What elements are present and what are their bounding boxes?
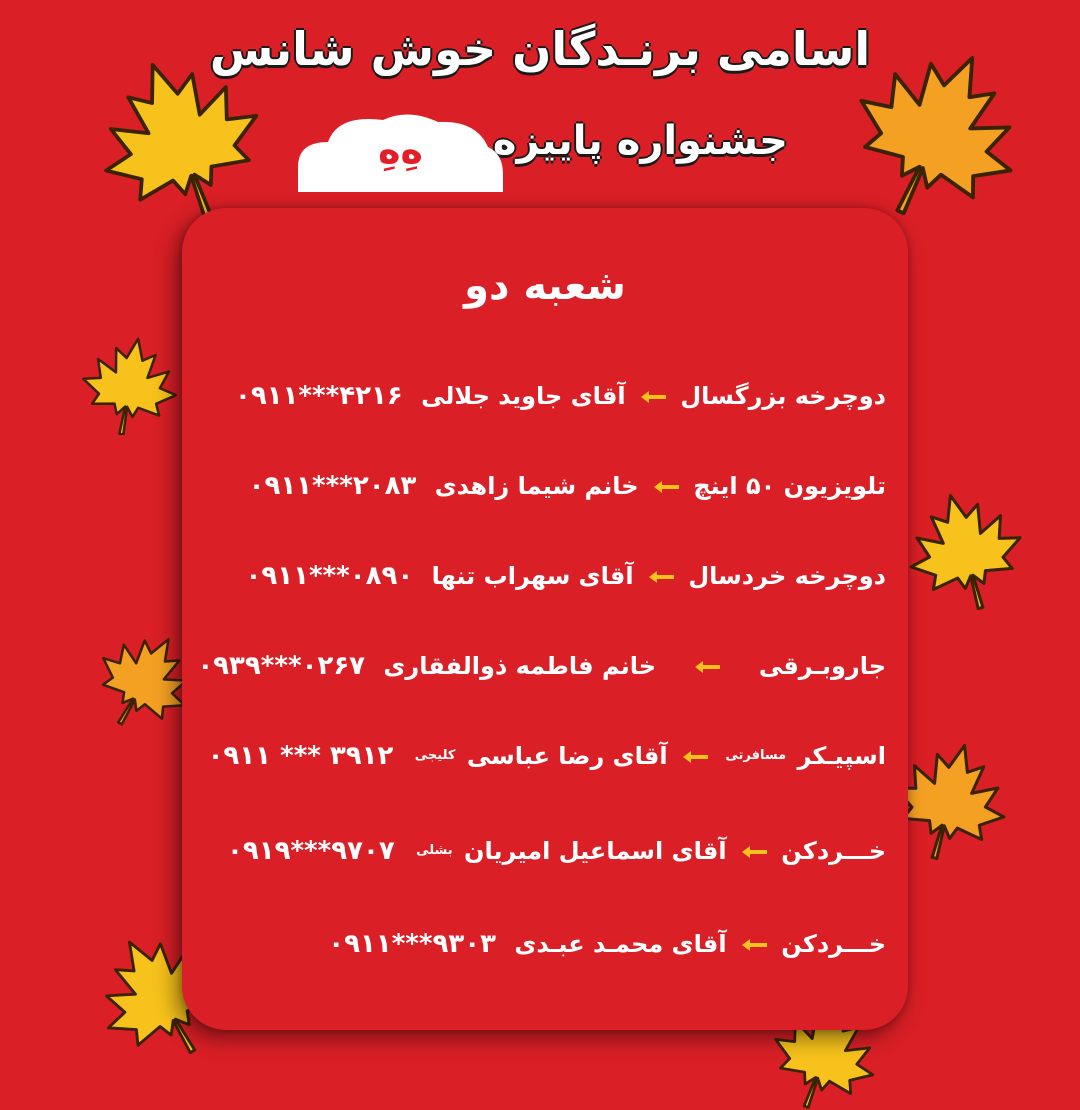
winner-phone: ۰۹۱۱ *** ۳۹۱۲ <box>207 741 394 771</box>
winner-name: آقای محمـد عبـدی <box>514 930 727 958</box>
prize-label: جاروبـرقی <box>758 652 886 680</box>
prize-note: مسافرتی <box>725 748 787 763</box>
winner-row <box>196 918 886 968</box>
winner-name: آقای رضا عباسی <box>466 742 668 770</box>
winner-row <box>196 550 886 600</box>
subtitle-row <box>290 112 810 192</box>
maple-leaf-icon <box>80 335 180 435</box>
arrow-left-icon <box>694 641 720 691</box>
arrow-left-icon <box>648 551 674 601</box>
winner-row <box>196 825 886 875</box>
festival-subtitle: جشنواره پاییزه <box>492 118 788 164</box>
arrow-left-icon <box>640 371 666 421</box>
arrow-left-icon <box>682 731 708 781</box>
arrow-left-icon <box>741 919 767 969</box>
winner-phone: ۰۹۳۹***۰۲۶۷ <box>197 651 366 681</box>
winner-note: بشلی <box>416 843 453 858</box>
winner-row <box>196 460 886 510</box>
prize-label: اسپیـکر <box>797 742 886 770</box>
page-title: اسامی برنـدگان خوش شانس <box>209 22 871 76</box>
winner-row <box>196 640 886 690</box>
arrow-left-icon <box>741 826 767 876</box>
prize-label: تلویزیون ۵۰ اینچ <box>693 472 886 500</box>
brand-logo: هِ‌هِ <box>378 128 423 172</box>
branch-title: شعبه دو <box>464 263 626 309</box>
winner-name: آقای اسماعیل امیریان <box>464 837 727 865</box>
winner-note: کلیجی <box>414 748 456 763</box>
winner-name: خانم شیما زاهدی <box>434 472 639 500</box>
winner-phone: ۰۹۱۱***۲۰۸۳ <box>248 471 417 501</box>
arrow-left-icon <box>653 461 679 511</box>
winner-name: آقای جاوید جلالی <box>421 382 626 410</box>
winners-panel <box>182 208 908 1030</box>
prize-label: خـــردکن <box>781 837 886 865</box>
maple-leaf-icon <box>95 55 265 225</box>
winner-phone: ۰۹۱۹***۹۷۰۷ <box>226 836 395 866</box>
winner-phone: ۰۹۱۱***۹۳۰۳ <box>328 929 496 959</box>
winner-name: خانم فاطمه ذوالفقاری <box>383 652 657 680</box>
winner-name: آقای سهراب تنها <box>431 562 634 590</box>
maple-leaf-icon <box>905 490 1025 610</box>
winner-row <box>196 370 886 420</box>
winner-phone: ۰۹۱۱***۴۲۱۶ <box>234 381 403 411</box>
winner-row <box>196 730 886 780</box>
maple-leaf-icon <box>890 740 1010 860</box>
maple-leaf-icon <box>95 630 195 730</box>
prize-label: خـــردکن <box>781 930 886 958</box>
prize-label: دوچرخه بزرگسال <box>680 382 886 410</box>
prize-label: دوچرخه خردسال <box>688 562 886 590</box>
winner-phone: ۰۹۱۱***۰۸۹۰ <box>245 561 414 591</box>
